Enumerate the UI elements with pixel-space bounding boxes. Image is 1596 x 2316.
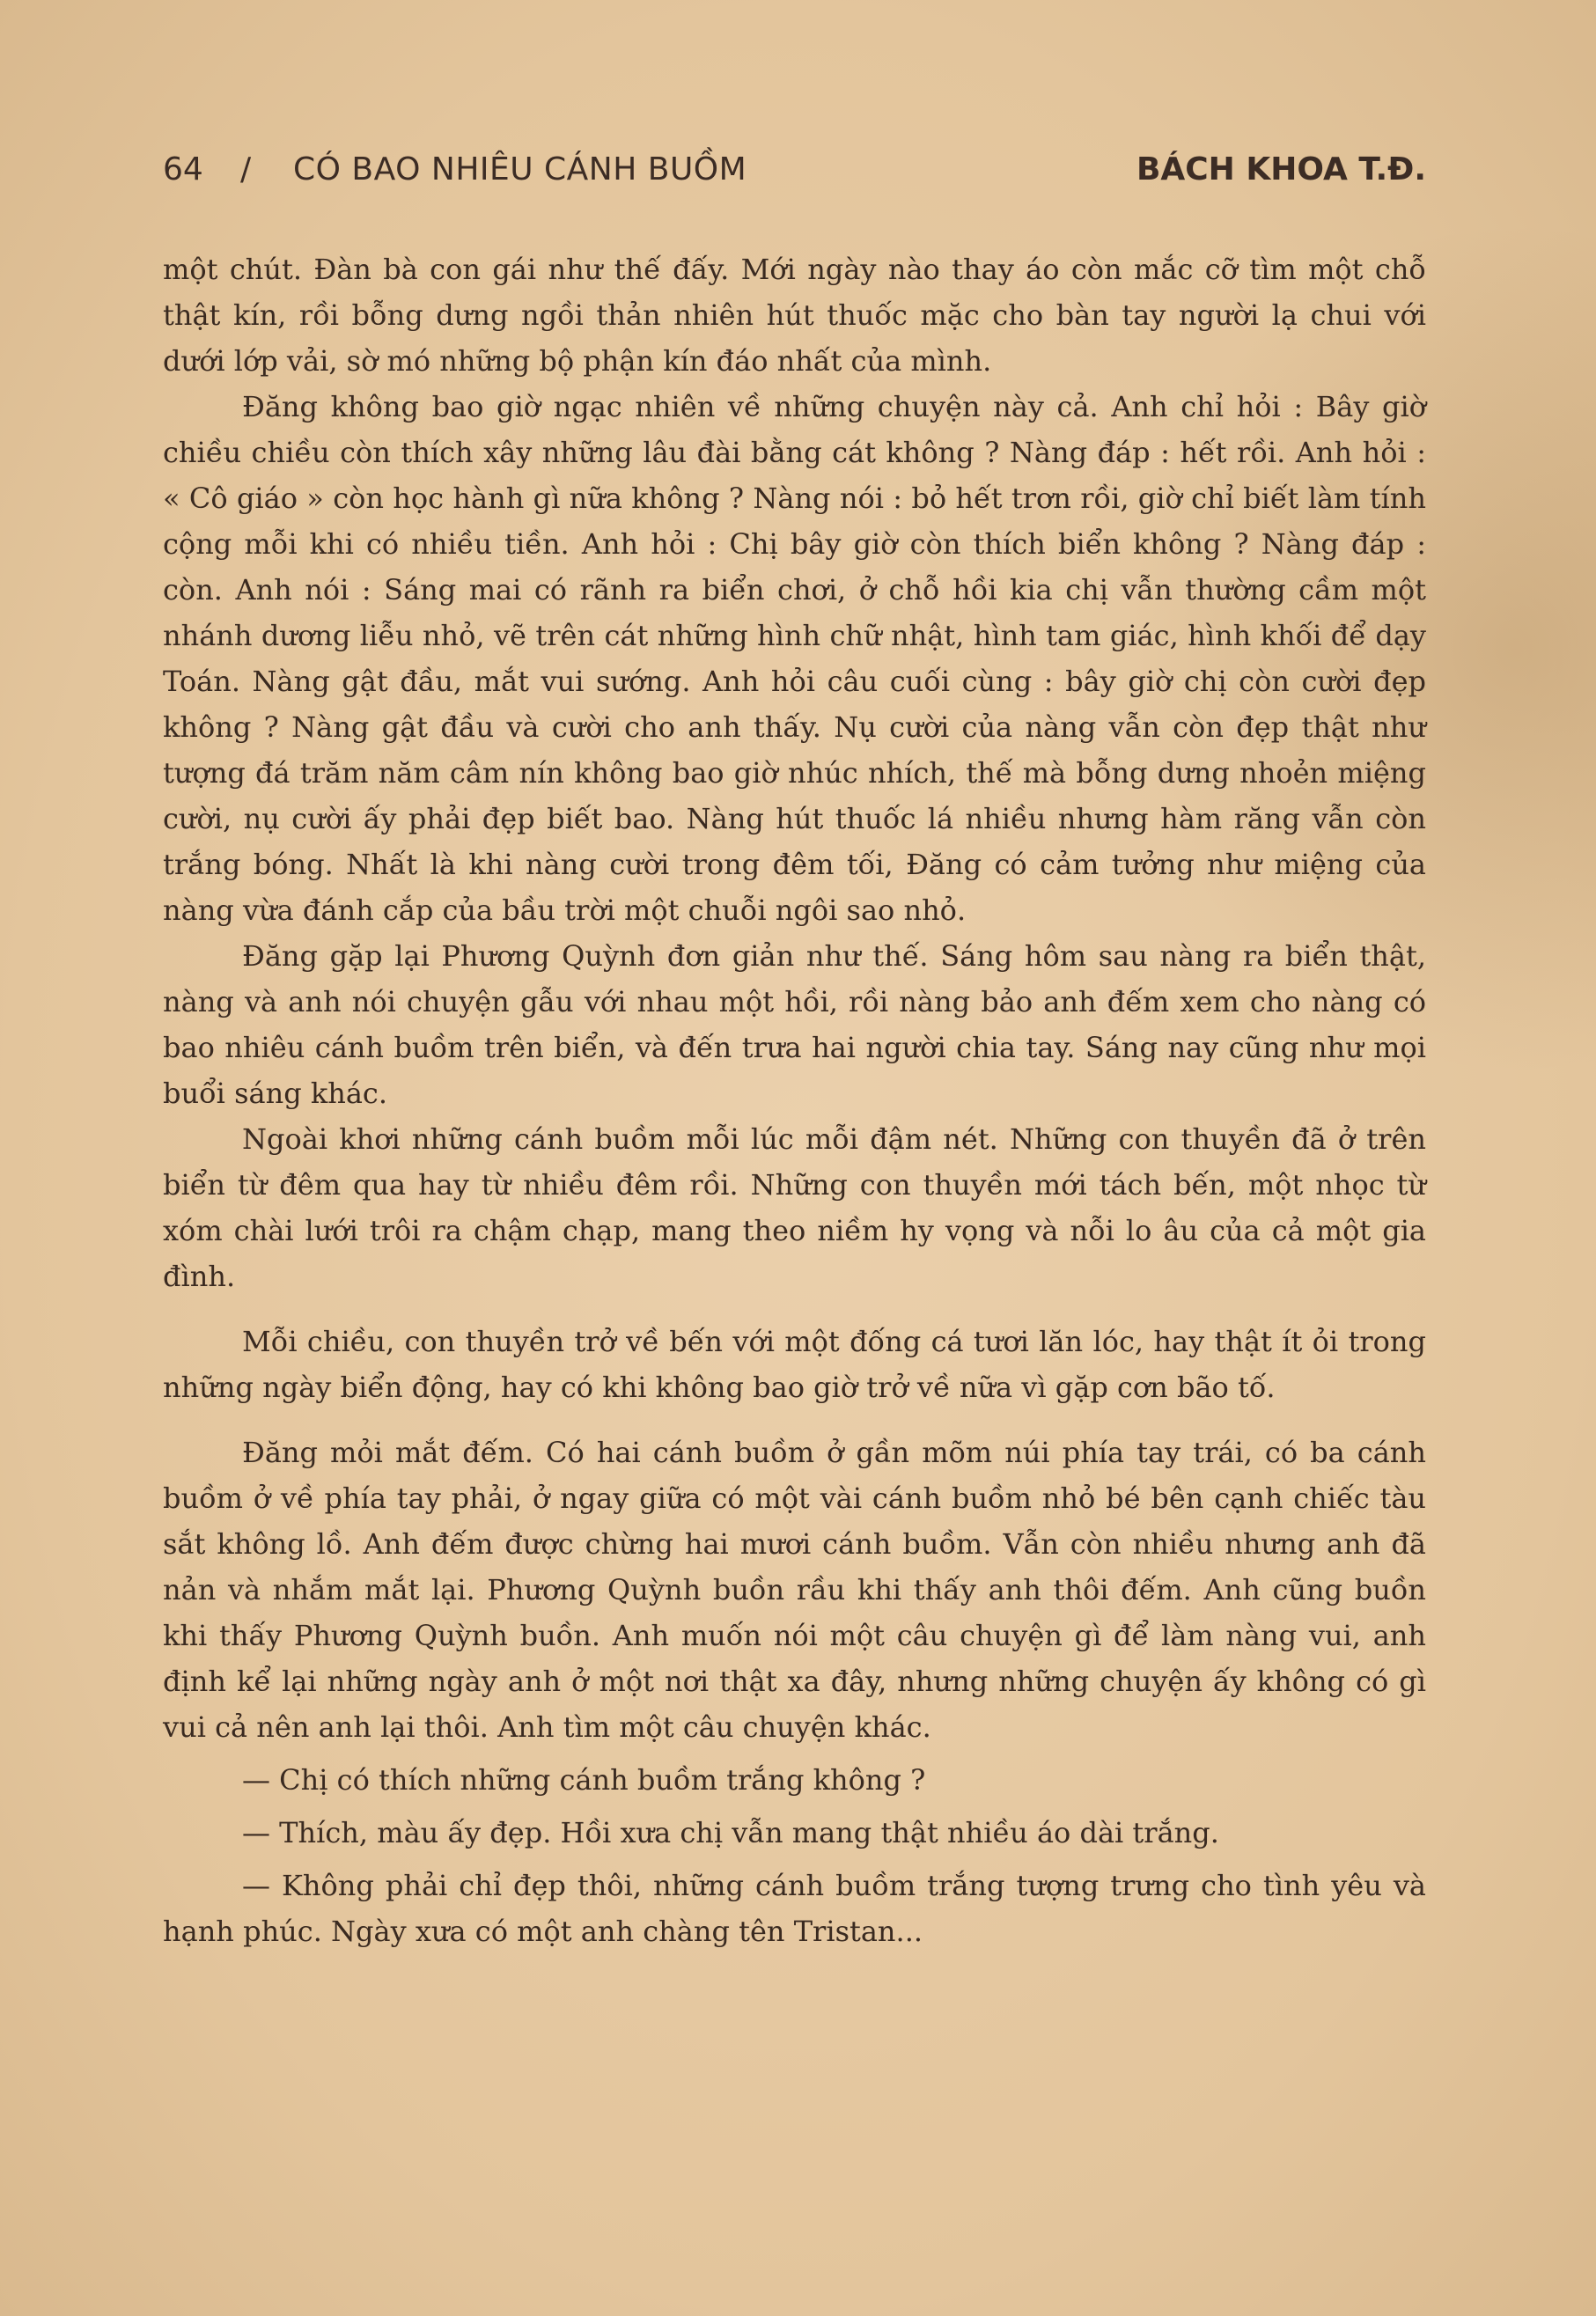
paragraph: Ngoài khơi những cánh buồm mỗi lúc mỗi đậm nét. Những con thuyền đã ở trên biển từ đêm qua hay từ nhiều đêm rồi. Những con thuyền mới tách bến, một nhọc từ xóm chài lưới trôi ra chậm chạp, mang theo niềm hy vọng và nỗi lo âu của cả một gia đình. [163,1122,1426,1293]
book-title: CÓ BAO NHIÊU CÁNH BUỒM [293,151,747,187]
body-text [163,246,1426,1954]
paragraph: Đăng không bao giờ ngạc nhiên về những chuyện này cả. Anh chỉ hỏi : Bây giờ chiều chiều còn thích xây những lâu đài bằng cát không ? Nàng đáp : hết rồi. Anh hỏi : « Cô giáo » còn học hành gì nữa không ? Nàng nói : bỏ hết trơn rồi, giờ chỉ biết làm tính cộng mỗi khi có nhiều tiền. Anh hỏi : Chị bây giờ còn thích biển không ? Nàng đáp : còn. Anh nói : Sáng mai có rãnh ra biển chơi, ở chỗ hồi kia chị vẫn thường cầm một nhánh dương liễu nhỏ, vẽ trên cát những hình chữ nhật, hình tam giác, hình khối để dạy Toán. Nàng gật đầu, mắt vui sướng. Anh hỏi câu cuối cùng : bây giờ chị còn cười đẹp không ? Nàng gật đầu và cười cho anh thấy. Nụ cười của nàng vẫn còn đẹp thật như tượng đá trăm năm câm nín không bao giờ nhúc nhích, thế mà bỗng dưng nhoẻn miệng cười, nụ cười ấy phải đẹp biết bao. Nàng hút thuốc lá nhiều nhưng hàm răng vẫn còn trắng bóng. Nhất là khi nàng cười trong đêm tối, Đăng có cảm tưởng như miệng của nàng vừa đánh cắp của bầu trời một chuỗi ngôi sao nhỏ. [163,390,1426,927]
header-separator: / [240,151,252,187]
paragraph: Mỗi chiều, con thuyền trở về bến với một đống cá tươi lăn lóc, hay thật ít ỏi trong những ngày biển động, hay có khi không bao giờ trở về nữa vì gặp cơn bão tố. [163,1325,1426,1404]
paragraph: Đăng mỏi mắt đếm. Có hai cánh buồm ở gần mõm núi phía tay trái, có ba cánh buồm ở về phía tay phải, ở ngay giữa có một vài cánh buồm nhỏ bé bên cạnh chiếc tàu sắt không lồ. Anh đếm được chừng hai mươi cánh buồm. Vẫn còn nhiều nhưng anh đã nản và nhắm mắt lại. Phương Quỳnh buồn rầu khi thấy anh thôi đếm. Anh cũng buồn khi thấy Phương Quỳnh buồn. Anh muốn nói một câu chuyện gì để làm nàng vui, anh định kể lại những ngày anh ở một nơi thật xa đây, nhưng những chuyện ấy không có gì vui cả nên anh lại thôi. Anh tìm một câu chuyện khác. [163,1436,1426,1744]
dialogue-line: — Thích, màu ấy đẹp. Hồi xưa chị vẫn mang thật nhiều áo dài trắng. [242,1816,1219,1849]
magazine-name: BÁCH KHOA T.Đ. [1136,151,1426,187]
page-number: 64 [163,151,203,187]
paragraph: Đăng gặp lại Phương Quỳnh đơn giản như thế. Sáng hôm sau nàng ra biển thật, nàng và anh nói chuyện gẫu với nhau một hồi, rồi nàng bảo anh đếm xem cho nàng có bao nhiêu cánh buồm trên biển, và đến trưa hai người chia tay. Sáng nay cũng như mọi buổi sáng khác. [163,939,1426,1110]
dialogue-line: — Không phải chỉ đẹp thôi, những cánh buồm trắng tượng trưng cho tình yêu và hạnh phúc. Ngày xưa có một anh chàng tên Tristan... [163,1869,1426,1948]
page-header [163,151,1426,195]
dialogue-line: — Chị có thích những cánh buồm trắng không ? [242,1763,926,1797]
paragraph-continuation: một chút. Đàn bà con gái như thế đấy. Mới ngày nào thay áo còn mắc cỡ tìm một chỗ thật kín, rồi bỗng dưng ngồi thản nhiên hút thuốc mặc cho bàn tay người lạ chui với dưới lớp vải, sờ mó những bộ phận kín đáo nhất của mình. [163,253,1426,378]
